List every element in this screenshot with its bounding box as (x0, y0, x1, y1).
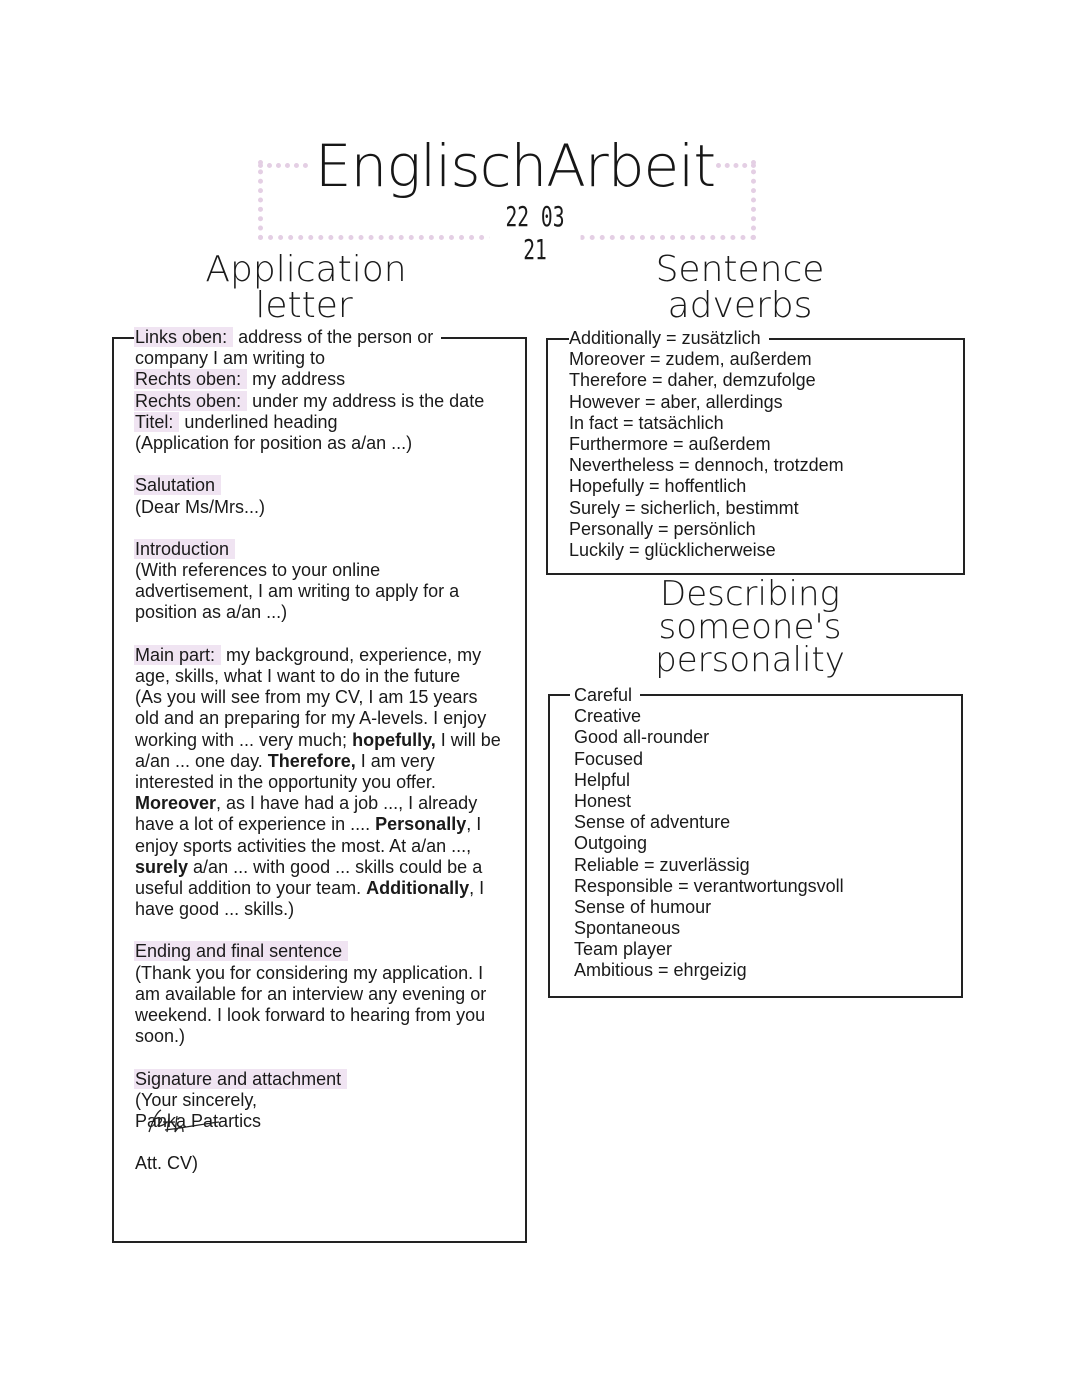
label-introduction: Introduction (134, 539, 235, 559)
page-date: 22 03 21 (490, 200, 581, 266)
signature-name: Panka Patartics (135, 1110, 262, 1131)
label-rechts-oben: Rechts oben: (134, 369, 247, 389)
personality-item: Helpful (574, 769, 631, 790)
text: weekend. I look forward to hearing from you (135, 1005, 486, 1026)
personality-item: Careful (570, 685, 640, 706)
adverb-item: However = aber, allerdings (569, 391, 783, 412)
label-rechts-oben: Rechts oben: (134, 391, 247, 411)
text: under my address is the date (247, 390, 485, 411)
text: address of the person or (233, 327, 434, 347)
text: company I am writing to (135, 348, 326, 369)
personality-item: Ambitious = ehrgeizig (574, 960, 747, 981)
text: working with ... very much; (135, 729, 353, 750)
personality-item: Spontaneous (574, 918, 681, 939)
label-salutation: Salutation (134, 475, 221, 495)
heading-line: personality (655, 640, 845, 680)
page-title: EnglischArbeit (314, 132, 716, 200)
adverb-item: Personally = persönlich (569, 518, 756, 539)
text: (Thank you for considering my application. I (135, 962, 484, 983)
text: useful addition to your team. (135, 877, 367, 898)
text: have a lot of experience in .... (135, 814, 376, 835)
personality-item: Outgoing (574, 833, 648, 854)
text: (With references to your online (135, 560, 381, 581)
heading-line: letter (255, 285, 353, 326)
personality-item: Focused (574, 748, 644, 769)
text: position as a/an ...) (135, 602, 288, 623)
application-letter-content (135, 327, 501, 1175)
text: enjoy sports activities the most. At a/an ..., (135, 835, 472, 856)
adverb-item: Surely = sicherlich, bestimmt (569, 497, 799, 518)
personality-item: Team player (574, 939, 673, 960)
text: underlined heading (179, 411, 338, 432)
label-main-part: Main part: (134, 645, 221, 665)
personality-list (574, 685, 844, 982)
sentence-adverbs-list (569, 328, 844, 561)
text: (Dear Ms/Mrs...) (135, 496, 265, 517)
adverb-item: Luckily = glücklicherweise (569, 539, 776, 560)
text: (Application for position as a/an ...) (135, 432, 413, 453)
adverb-item: Therefore = daher, demzufolge (569, 370, 816, 391)
personality-item: Sense of adventure (574, 812, 731, 833)
label-ending: Ending and final sentence (134, 941, 348, 961)
text-bold: Therefore, (267, 750, 356, 771)
text-bold: hopefully, (352, 729, 436, 750)
application-letter-heading (196, 249, 416, 326)
text: have good ... skills.) (135, 899, 295, 920)
text-bold: surely (135, 856, 189, 877)
personality-item: Honest (574, 790, 632, 811)
text: my background, experience, my (221, 644, 482, 665)
personality-item: Creative (574, 706, 642, 727)
text: age, skills, what I want to do in the future (135, 666, 461, 687)
text: (As you will see from my CV, I am 15 years (135, 687, 478, 708)
text-bold: Personally (375, 814, 467, 835)
text: advertisement, I am writing to apply for a (135, 581, 460, 602)
text: Att. CV) (135, 1153, 199, 1174)
personality-item: Sense of humour (574, 896, 712, 917)
text: I am very (355, 750, 435, 771)
text: old and an preparing for my A-levels. I enjoy (135, 708, 487, 729)
heading-line: Sentence (655, 249, 825, 290)
text: (Your sincerely, (135, 1089, 258, 1110)
text: , I (466, 814, 482, 835)
adverb-item: In fact = tatsächlich (569, 412, 724, 433)
personality-item: Reliable = zuverlässig (574, 854, 750, 875)
heading-line: Describing (660, 574, 840, 614)
personality-item: Responsible = verantwortungsvoll (574, 875, 844, 896)
adverb-item: Hopefully = hoffentlich (569, 476, 747, 497)
label-links-oben: Links oben: (134, 327, 233, 347)
adverb-item: Additionally = zusätzlich (569, 328, 769, 349)
heading-line: someone's (658, 607, 842, 647)
text: my address (247, 369, 346, 390)
label-signature: Signature and attachment (134, 1069, 347, 1089)
text-bold: Moreover (135, 793, 217, 814)
adverb-item: Furthermore = außerdem (569, 433, 771, 454)
adverb-item: Moreover = zudem, außerdem (569, 349, 812, 370)
text: I will be (435, 729, 501, 750)
personality-heading (640, 574, 860, 680)
text: a/an ... one day. (135, 750, 268, 771)
heading-line: Application (205, 249, 407, 290)
text: soon.) (135, 1026, 186, 1047)
text: interested in the opportunity you offer. (135, 771, 436, 792)
text: a/an ... with good ... skills could be a (188, 856, 483, 877)
label-titel: Titel: (134, 412, 179, 432)
text: am available for an interview any evening or (135, 983, 487, 1004)
adverb-item: Nevertheless = dennoch, trotzdem (569, 455, 844, 476)
sentence-adverbs-heading (640, 249, 840, 326)
signature-scribble-icon (143, 1106, 223, 1140)
personality-item: Good all-rounder (574, 727, 710, 748)
text: , I (469, 877, 485, 898)
heading-line: adverbs (667, 285, 813, 326)
text: , as I have had a job ..., I already (216, 793, 478, 814)
text-bold: Additionally (366, 877, 470, 898)
